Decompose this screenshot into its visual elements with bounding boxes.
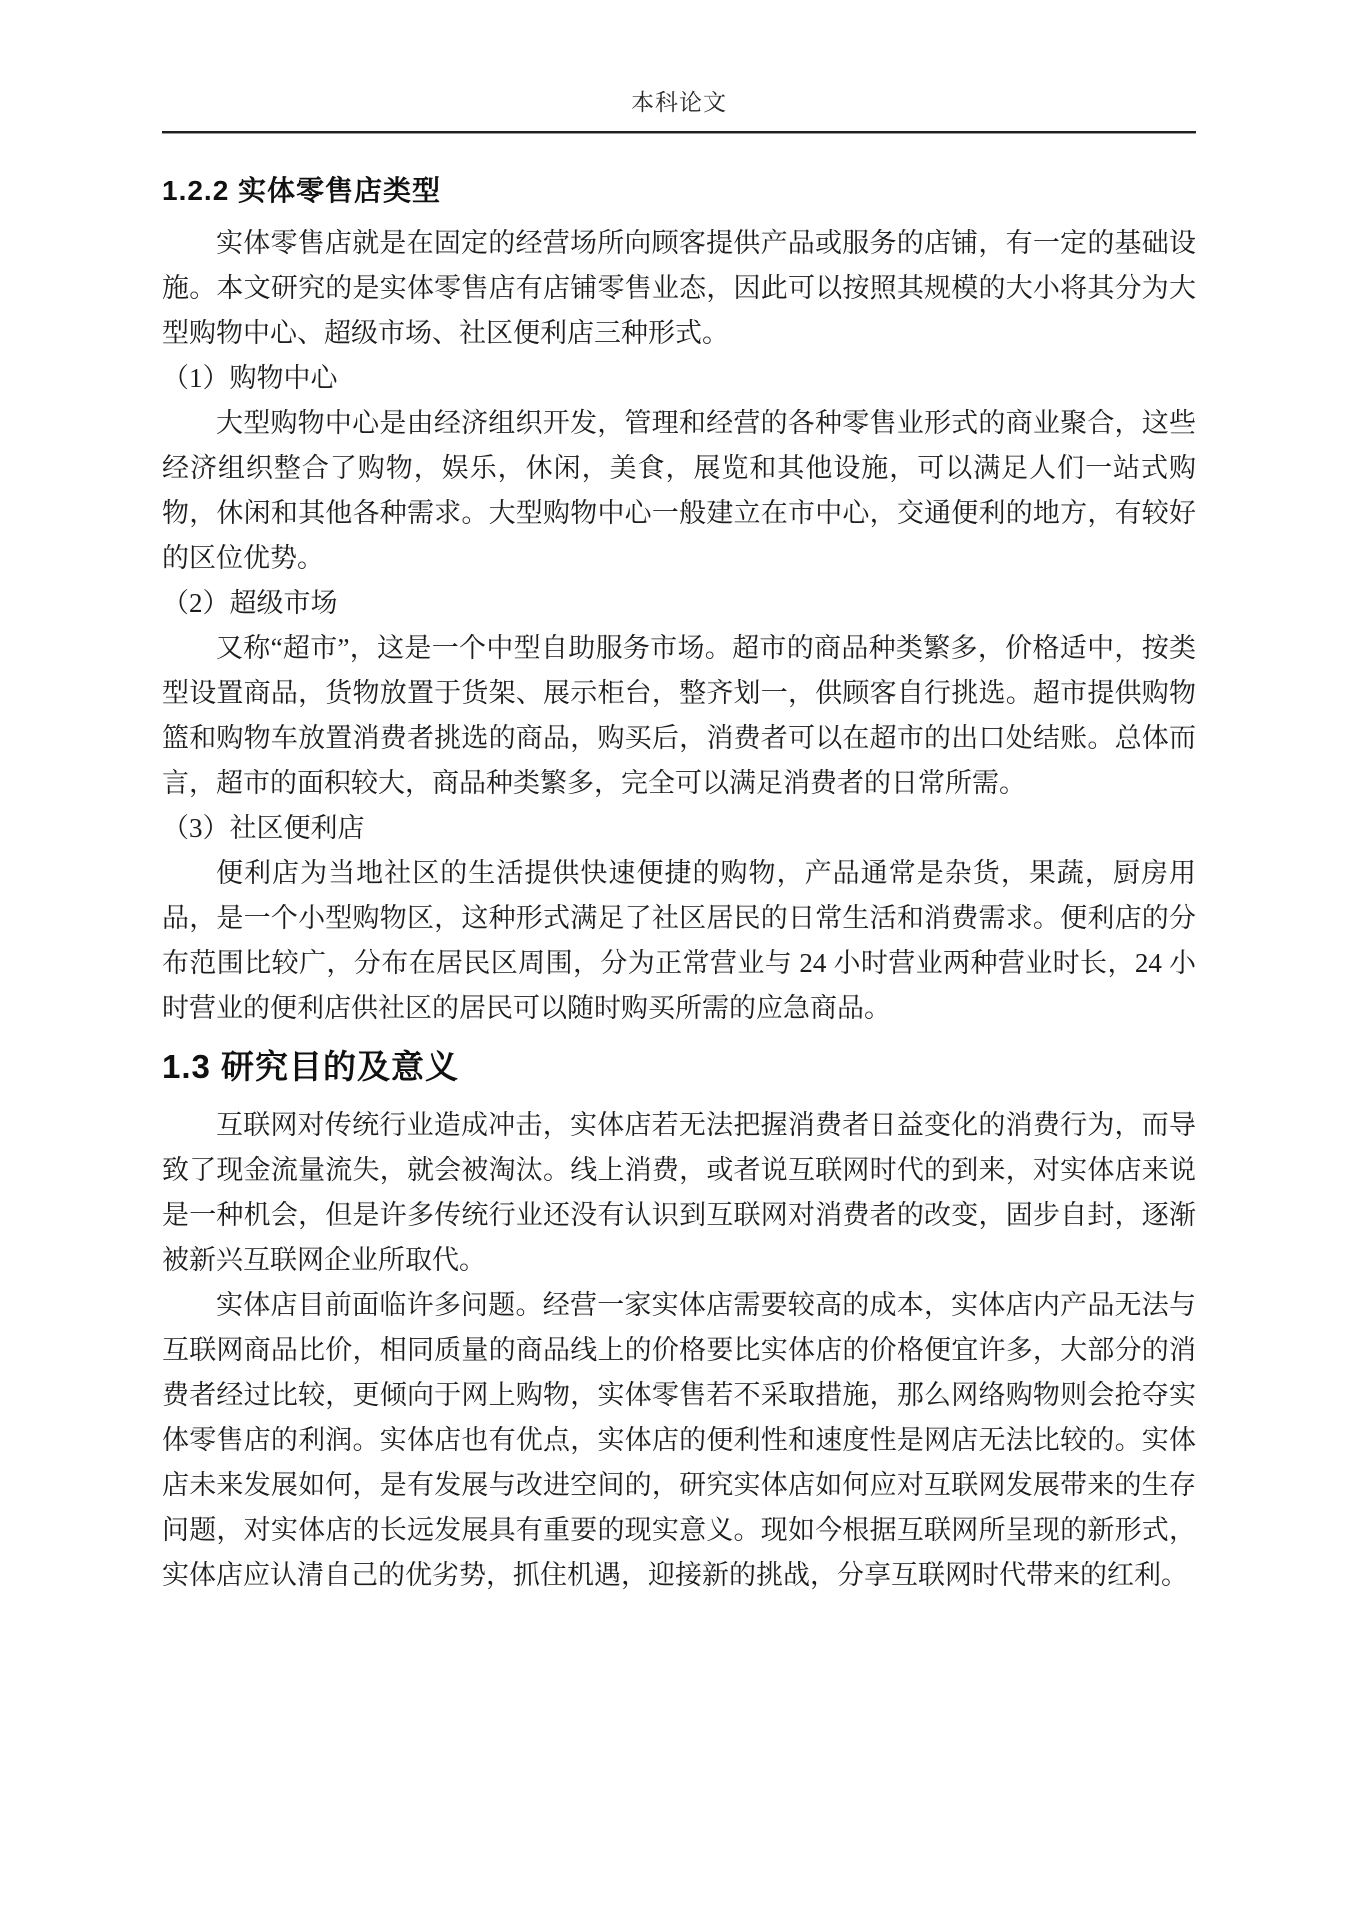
list-item-convenience-store: （3）社区便利店 xyxy=(162,813,365,843)
paragraph-supermarket: 又称“超市”，这是一个中型自助服务市场。超市的商品种类繁多，价格适中，按类型设置商品，货物放置于货架、展示柜台，整齐划一，供顾客自行挑选。超市提供购物篮和购物车放置消费者挑选的商品，购买后，消费者可以在超市的出口处结账。总体而言，超市的面积较大，商品种类繁多，完全可以满足消费者的日常所需。 xyxy=(162,633,1196,798)
header-rule xyxy=(162,131,1196,134)
paragraph-shopping-center: 大型购物中心是由经济组织开发，管理和经营的各种零售业形式的商业聚合，这些经济组织整合了购物，娱乐，休闲，美食，展览和其他设施，可以满足人们一站式购物，休闲和其他各种需求。大型购物中心一般建立在市中心，交通便利的地方，有较好的区位优势。 xyxy=(162,408,1196,573)
list-item-shopping-center: （1）购物中心 xyxy=(162,363,338,393)
section-heading-1-3: 1.3 研究目的及意义 xyxy=(162,1048,460,1085)
section-heading-1-2-2: 1.2.2 实体零售店类型 xyxy=(162,175,442,206)
list-item-supermarket: （2）超级市场 xyxy=(162,588,338,618)
paragraph-retail-intro: 实体零售店就是在固定的经营场所向顾客提供产品或服务的店铺，有一定的基础设施。本文研究的是实体零售店有店铺零售业态，因此可以按照其规模的大小将其分为大型购物中心、超级市场、社区便利店三种形式。 xyxy=(162,228,1196,348)
page-content-column xyxy=(162,0,1196,1598)
paragraph-convenience-store: 便利店为当地社区的生活提供快速便捷的购物，产品通常是杂货，果蔬，厨房用品，是一个小型购物区，这种形式满足了社区居民的日常生活和消费需求。便利店的分布范围比较广，分布在居民区周围，分为正常营业与 24 小时营业两种营业时长，24 小时营业的便利店供社区的居民可以随时购买所需的应急商品。 xyxy=(162,858,1196,1023)
paragraph-research-purpose-1: 互联网对传统行业造成冲击，实体店若无法把握消费者日益变化的消费行为，而导致了现金流量流失，就会被淘汰。线上消费，或者说互联网时代的到来，对实体店来说是一种机会，但是许多传统行业还没有认识到互联网对消费者的改变，固步自封，逐渐被新兴互联网企业所取代。 xyxy=(162,1110,1196,1275)
page-header-title: 本科论文 xyxy=(631,90,727,115)
paragraph-research-purpose-2: 实体店目前面临许多问题。经营一家实体店需要较高的成本，实体店内产品无法与互联网商品比价，相同质量的商品线上的价格要比实体店的价格便宜许多，大部分的消费者经过比较，更倾向于网上购物，实体零售若不采取措施，那么网络购物则会抢夺实体零售店的利润。实体店也有优点，实体店的便利性和速度性是网店无法比较的。实体店未来发展如何，是有发展与改进空间的，研究实体店如何应对互联网发展带来的生存问题，对实体店的长远发展具有重要的现实意义。现如今根据互联网所呈现的新形式，实体店应认清自己的优劣势，抓住机遇，迎接新的挑战，分享互联网时代带来的红利。 xyxy=(162,1290,1196,1590)
